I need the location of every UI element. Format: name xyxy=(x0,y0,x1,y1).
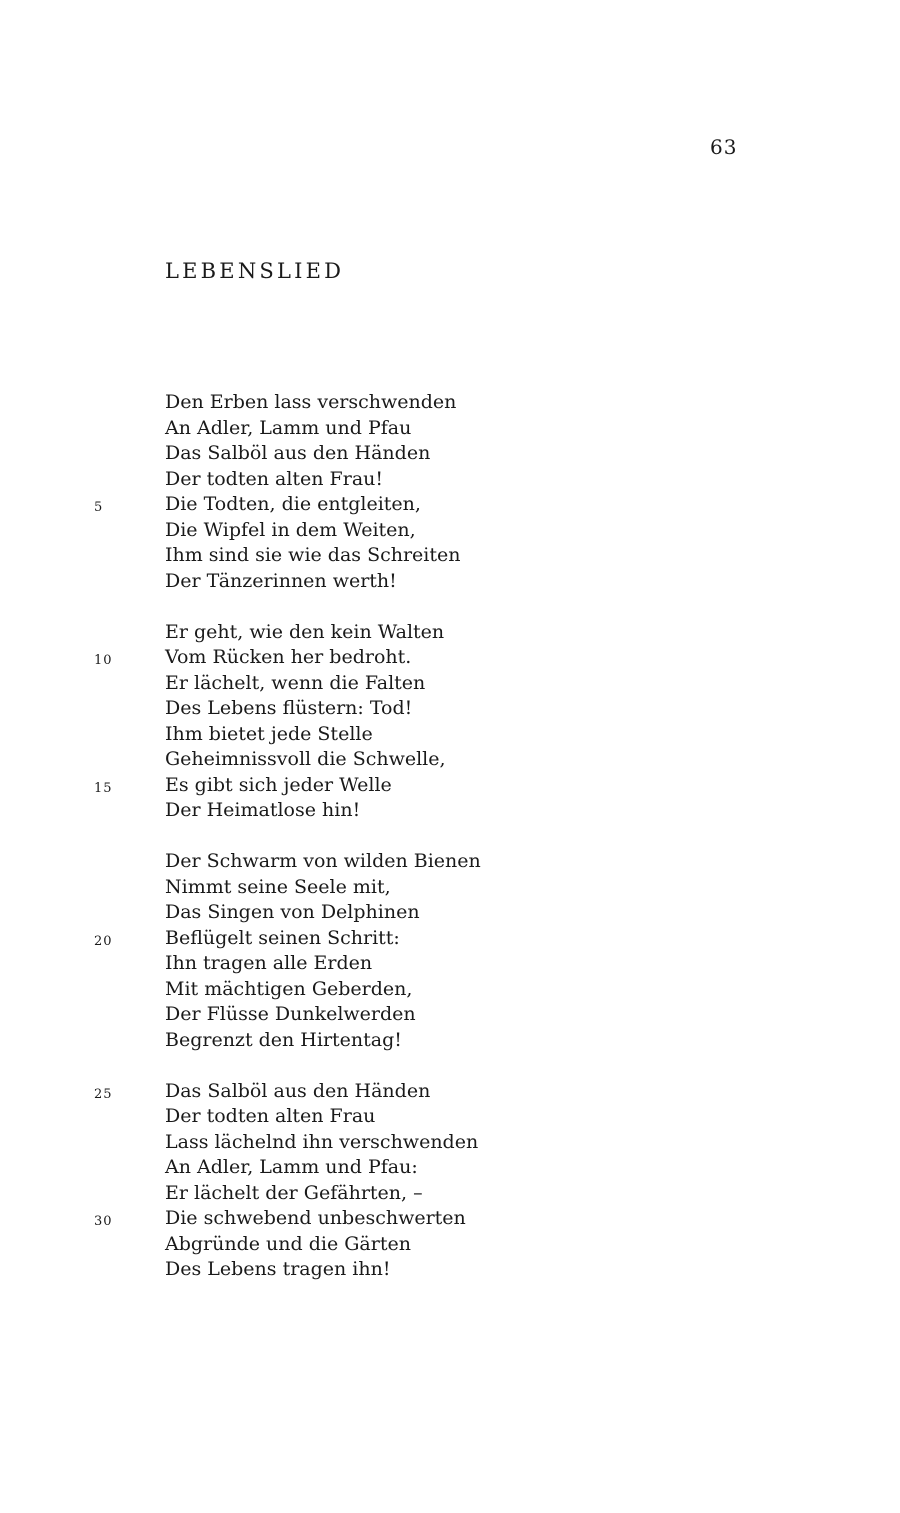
line-text: Das Salböl aus den Händen xyxy=(165,1079,431,1102)
line-text: Der Heimatlose hin! xyxy=(165,799,361,821)
poem-line xyxy=(165,1232,481,1258)
line-text: Er geht, wie den kein Walten xyxy=(165,620,445,643)
poem-body xyxy=(94,390,481,1308)
line-text: Abgründe und die Gärten xyxy=(165,1232,411,1255)
poem-line xyxy=(165,1028,481,1054)
poem-line xyxy=(165,696,481,722)
line-text: Lass lächelnd ihn verschwenden xyxy=(165,1130,479,1153)
line-text: An Adler, Lamm und Pfau xyxy=(165,416,412,439)
poem-title: LEBENSLIED xyxy=(165,259,345,283)
poem-line xyxy=(165,722,481,748)
line-text: Das Salböl aus den Händen xyxy=(165,442,431,464)
poem-line xyxy=(165,1257,481,1283)
line-text: Die Todten, die entgleiten, xyxy=(165,493,421,515)
line-text: Das Singen von Delphinen xyxy=(165,901,420,923)
line-text: Der todten alten Frau! xyxy=(165,467,384,490)
line-text: Nimmt seine Seele mit, xyxy=(165,875,391,898)
poem-line xyxy=(165,467,481,493)
line-text: Der Flüsse Dunkelwerden xyxy=(165,1003,416,1025)
poem-line xyxy=(165,1130,481,1156)
poem-line xyxy=(165,620,481,646)
poem-line xyxy=(165,671,481,697)
poem-line xyxy=(94,645,481,671)
poem-line xyxy=(165,798,481,824)
line-number: 20 xyxy=(94,933,113,949)
line-number: 30 xyxy=(94,1214,113,1229)
stanza xyxy=(94,620,481,824)
poem-line xyxy=(165,900,481,926)
poem-line xyxy=(165,875,481,901)
poem-line xyxy=(165,441,481,467)
line-text: Vom Rücken her bedroht. xyxy=(165,646,412,668)
line-number: 5 xyxy=(94,500,104,515)
page-number: 63 xyxy=(710,135,738,159)
poem-line xyxy=(165,1002,481,1028)
poem-line xyxy=(165,977,481,1003)
poem-line xyxy=(94,492,481,518)
line-text: Die Wipfel in dem Weiten, xyxy=(165,518,416,541)
line-text: Er lächelt, wenn die Falten xyxy=(165,671,426,694)
line-text: Des Lebens flüstern: Tod! xyxy=(165,697,413,719)
poem-line xyxy=(165,1181,481,1207)
line-text: Ihm bietet jede Stelle xyxy=(165,722,373,745)
line-text: Begrenzt den Hirtentag! xyxy=(165,1028,402,1051)
poem-line xyxy=(165,849,481,875)
poem-line xyxy=(165,747,481,773)
line-number: 25 xyxy=(94,1086,113,1102)
stanza xyxy=(94,390,481,594)
stanza xyxy=(94,1079,481,1283)
line-text: Der Schwarm von wilden Bienen xyxy=(165,850,481,872)
line-text: Ihm sind sie wie das Schreiten xyxy=(165,544,461,566)
poem-line xyxy=(94,1079,481,1105)
poem-line xyxy=(165,543,481,569)
line-text: An Adler, Lamm und Pfau: xyxy=(165,1156,418,1178)
line-text: Er lächelt der Gefährten, – xyxy=(165,1181,423,1204)
line-number: 10 xyxy=(94,653,113,668)
poem-line xyxy=(165,518,481,544)
poem-line xyxy=(165,569,481,595)
line-text: Der Tänzerinnen werth! xyxy=(165,569,397,592)
line-text: Beflügelt seinen Schritt: xyxy=(165,926,400,949)
line-text: Mit mächtigen Geberden, xyxy=(165,977,413,1000)
poem-line xyxy=(165,416,481,442)
line-text: Den Erben lass verschwenden xyxy=(165,391,457,413)
poem-line xyxy=(165,390,481,416)
line-text: Ihn tragen alle Erden xyxy=(165,952,373,974)
line-text: Der todten alten Frau xyxy=(165,1105,376,1127)
line-text: Es gibt sich jeder Welle xyxy=(165,773,392,796)
line-text: Die schwebend unbeschwerten xyxy=(165,1207,466,1229)
line-text: Geheimnissvoll die Schwelle, xyxy=(165,748,446,770)
poem-line xyxy=(165,1104,481,1130)
poem-line xyxy=(94,773,481,799)
line-number: 15 xyxy=(94,780,113,796)
line-text: Des Lebens tragen ihn! xyxy=(165,1258,391,1280)
poem-line xyxy=(94,1206,481,1232)
poem-line xyxy=(165,1155,481,1181)
stanza xyxy=(94,849,481,1053)
poem-line xyxy=(94,926,481,952)
poem-line xyxy=(165,951,481,977)
